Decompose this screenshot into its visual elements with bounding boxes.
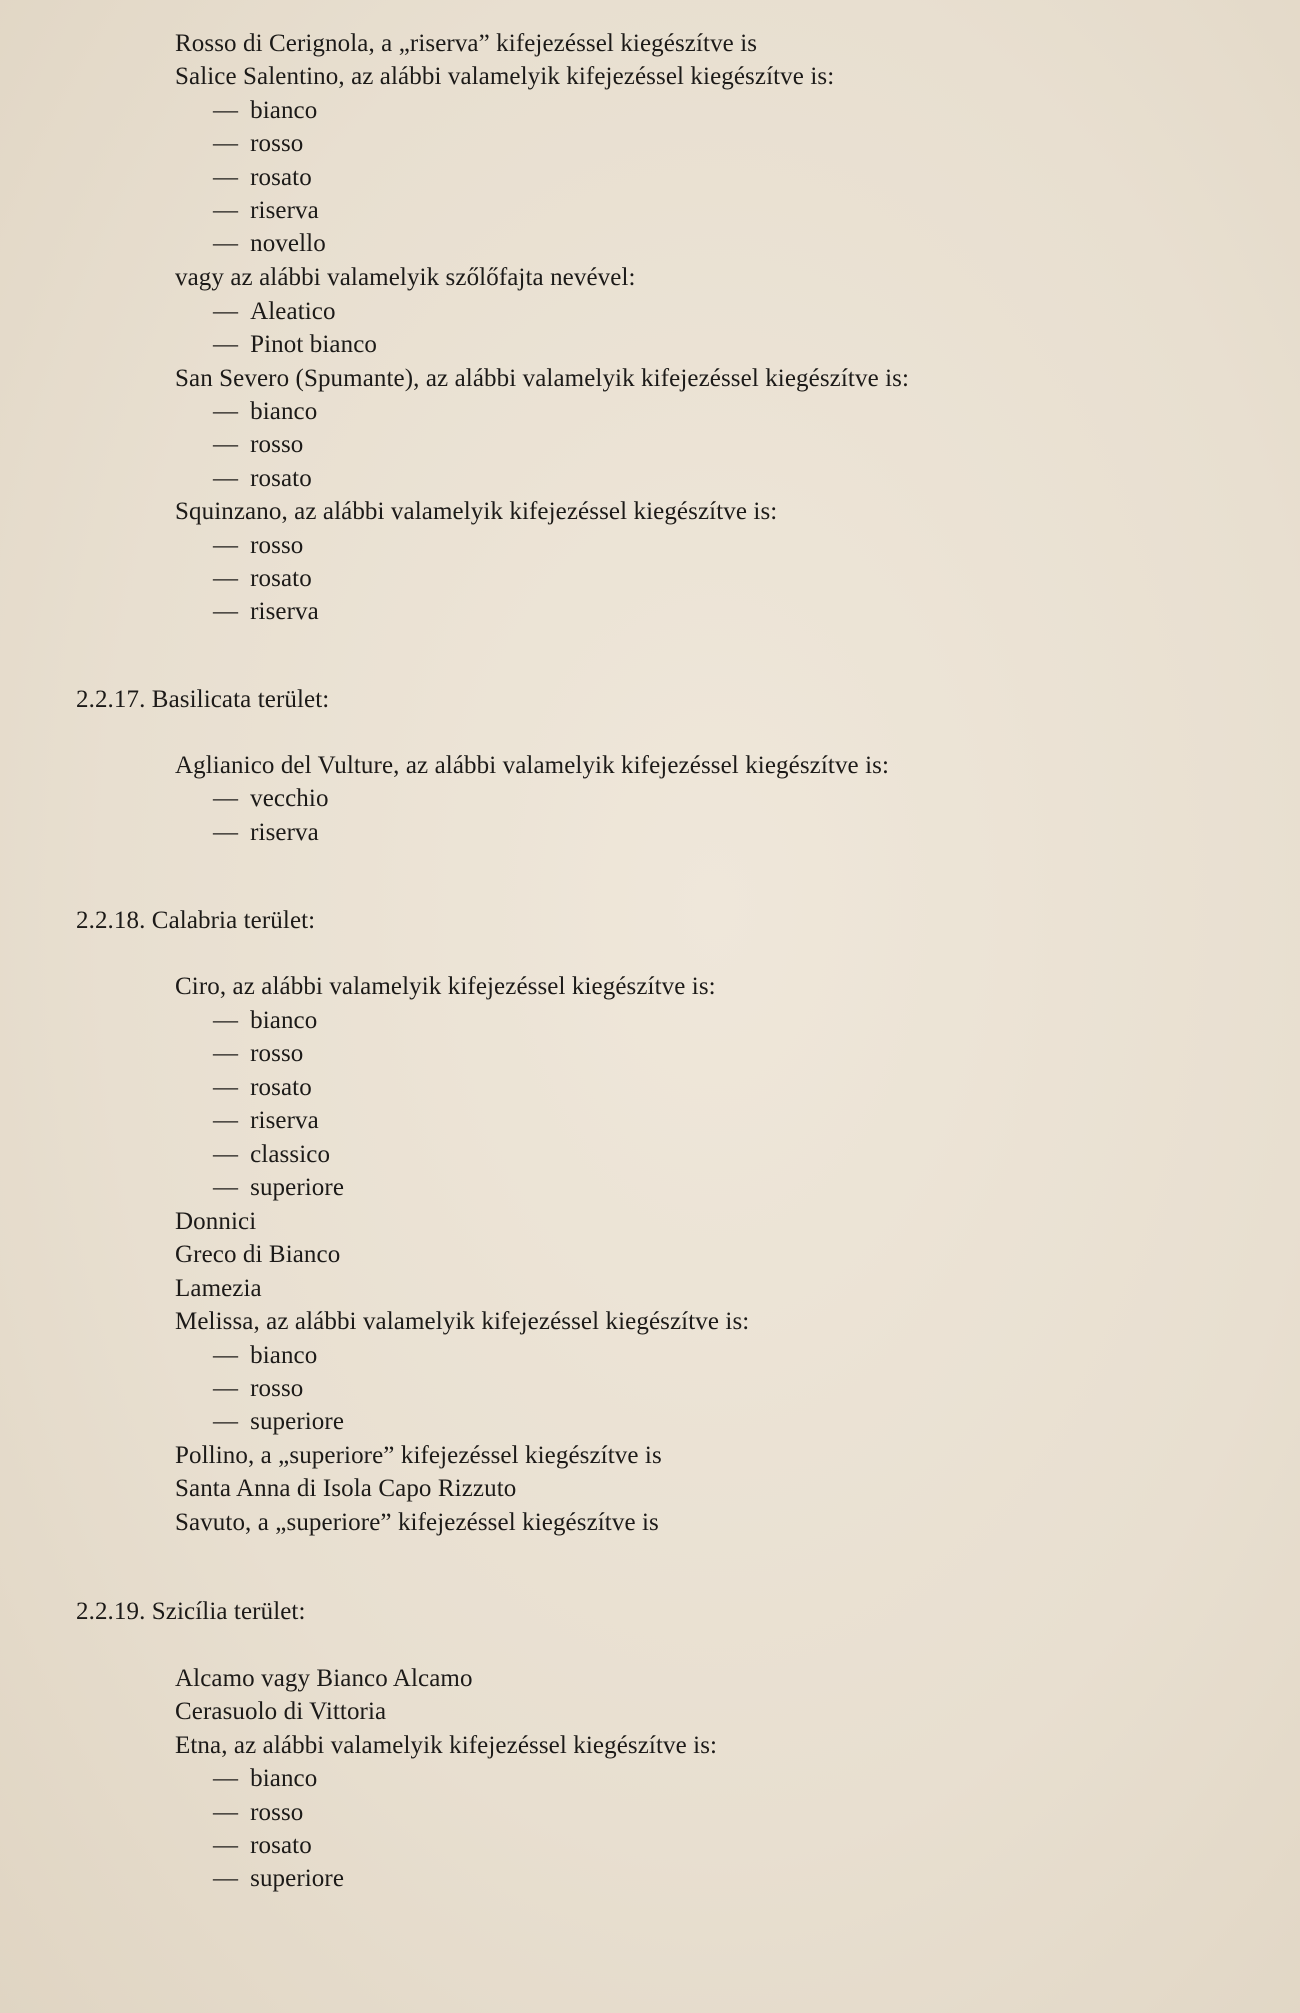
line-text: bianco — [250, 1765, 318, 1792]
line-text: riserva — [250, 819, 319, 846]
variant-item — [213, 597, 319, 627]
section-heading — [76, 906, 315, 936]
line-text: bianco — [250, 1342, 318, 1369]
dash-bullet: — — [213, 598, 239, 625]
line-text: rosso — [250, 1375, 304, 1402]
dash-bullet: — — [213, 97, 239, 124]
section-heading — [76, 1597, 306, 1627]
wine-entry — [175, 497, 777, 527]
dash-bullet: — — [213, 1799, 239, 1826]
line-text: rosso — [250, 1040, 304, 1067]
line-text: vagy az alábbi valamelyik szőlőfajta nevével: — [175, 264, 636, 291]
dash-bullet: — — [213, 785, 239, 812]
dash-bullet: — — [213, 164, 239, 191]
section-heading — [76, 685, 329, 715]
line-text: Aleatico — [250, 298, 336, 325]
line-text: bianco — [250, 398, 318, 425]
line-text: Lamezia — [175, 1275, 262, 1302]
variant-item — [213, 1140, 330, 1170]
dash-bullet: — — [213, 532, 239, 559]
line-text: rosato — [250, 565, 312, 592]
line-text: 2.2.18. Calabria terület: — [76, 907, 316, 934]
line-text: rosato — [250, 1832, 312, 1859]
dash-bullet: — — [213, 1040, 239, 1067]
variant-item — [213, 1374, 303, 1404]
line-text: rosso — [250, 532, 304, 559]
line-text: Etna, az alábbi valamelyik kifejezéssel kiegészítve is: — [175, 1732, 718, 1759]
wine-entry — [175, 1474, 516, 1504]
line-text: Rosso di Cerignola, a „riserva” kifejezéssel kiegészítve is — [175, 30, 758, 57]
variant-item — [213, 1073, 312, 1103]
wine-entry — [175, 1508, 659, 1538]
variant-item — [213, 1831, 312, 1861]
line-text: Salice Salentino, az alábbi valamelyik kifejezéssel kiegészítve is: — [175, 63, 835, 90]
line-text: rosato — [250, 1074, 312, 1101]
line-text: riserva — [250, 197, 319, 224]
variant-item — [213, 196, 319, 226]
variant-item — [213, 1039, 303, 1069]
variant-item — [213, 1106, 319, 1136]
dash-bullet: — — [213, 398, 239, 425]
line-text: rosato — [250, 164, 312, 191]
variant-item — [213, 96, 317, 126]
variant-item — [213, 229, 326, 259]
wine-entry — [175, 263, 636, 293]
line-text: Squinzano, az alábbi valamelyik kifejezéssel kiegészítve is: — [175, 498, 778, 525]
line-text: Aglianico del Vulture, az alábbi valamelyik kifejezéssel kiegészítve is: — [175, 752, 890, 779]
line-text: Cerasuolo di Vittoria — [175, 1698, 387, 1725]
dash-bullet: — — [213, 1174, 239, 1201]
line-text: rosato — [250, 465, 312, 492]
line-text: novello — [250, 230, 326, 257]
variant-item — [213, 297, 336, 327]
line-text: 2.2.17. Basilicata terület: — [76, 686, 330, 713]
dash-bullet: — — [213, 331, 239, 358]
dash-bullet: — — [213, 230, 239, 257]
dash-bullet: — — [213, 197, 239, 224]
variant-item — [213, 564, 312, 594]
line-text: Savuto, a „superiore” kifejezéssel kiegészítve is — [175, 1509, 659, 1536]
line-text: bianco — [250, 97, 318, 124]
line-text: San Severo (Spumante), az alábbi valamelyik kifejezéssel kiegészítve is: — [175, 365, 910, 392]
dash-bullet: — — [213, 1765, 239, 1792]
dash-bullet: — — [213, 1074, 239, 1101]
variant-item — [213, 784, 329, 814]
line-text: bianco — [250, 1007, 318, 1034]
dash-bullet: — — [213, 1107, 239, 1134]
wine-entry — [175, 751, 889, 781]
dash-bullet: — — [213, 1342, 239, 1369]
line-text: classico — [250, 1141, 331, 1168]
wine-entry — [175, 29, 757, 59]
line-text: superiore — [250, 1865, 345, 1892]
line-text: Ciro, az alábbi valamelyik kifejezéssel kiegészítve is: — [175, 973, 716, 1000]
variant-item — [213, 1864, 344, 1894]
wine-entry — [175, 1731, 717, 1761]
dash-bullet: — — [213, 465, 239, 492]
dash-bullet: — — [213, 1865, 239, 1892]
variant-item — [213, 1006, 317, 1036]
line-text: Alcamo vagy Bianco Alcamo — [175, 1665, 473, 1692]
line-text: superiore — [250, 1174, 345, 1201]
dash-bullet: — — [213, 130, 239, 157]
dash-bullet: — — [213, 565, 239, 592]
variant-item — [213, 397, 317, 427]
dash-bullet: — — [213, 1408, 239, 1435]
dash-bullet: — — [213, 1007, 239, 1034]
line-text: Greco di Bianco — [175, 1241, 341, 1268]
variant-item — [213, 464, 312, 494]
line-text: riserva — [250, 1107, 319, 1134]
line-text: vecchio — [250, 785, 329, 812]
wine-entry — [175, 1441, 662, 1471]
variant-item — [213, 531, 303, 561]
wine-entry — [175, 1664, 473, 1694]
variant-item — [213, 818, 319, 848]
wine-entry — [175, 1697, 386, 1727]
variant-item — [213, 1407, 344, 1437]
line-text: rosso — [250, 1799, 304, 1826]
variant-item — [213, 129, 303, 159]
line-text: Pinot bianco — [250, 331, 377, 358]
line-text: Melissa, az alábbi valamelyik kifejezéssel kiegészítve is: — [175, 1308, 750, 1335]
wine-entry — [175, 364, 909, 394]
line-text: Pollino, a „superiore” kifejezéssel kiegészítve is — [175, 1442, 662, 1469]
dash-bullet: — — [213, 819, 239, 846]
line-text: riserva — [250, 598, 319, 625]
wine-entry — [175, 62, 834, 92]
variant-item — [213, 330, 377, 360]
dash-bullet: — — [213, 1375, 239, 1402]
line-text: rosso — [250, 431, 304, 458]
line-text: superiore — [250, 1408, 345, 1435]
dash-bullet: — — [213, 298, 239, 325]
line-text: 2.2.19. Szicília terület: — [76, 1598, 306, 1625]
dash-bullet: — — [213, 431, 239, 458]
line-text: Santa Anna di Isola Capo Rizzuto — [175, 1475, 517, 1502]
dash-bullet: — — [213, 1832, 239, 1859]
variant-item — [213, 1764, 317, 1794]
variant-item — [213, 430, 303, 460]
wine-entry — [175, 972, 716, 1002]
wine-entry — [175, 1307, 749, 1337]
wine-entry — [175, 1207, 256, 1237]
variant-item — [213, 1798, 303, 1828]
variant-item — [213, 1173, 344, 1203]
dash-bullet: — — [213, 1141, 239, 1168]
line-text: Donnici — [175, 1208, 257, 1235]
variant-item — [213, 163, 312, 193]
wine-entry — [175, 1240, 340, 1270]
wine-entry — [175, 1274, 262, 1304]
line-text: rosso — [250, 130, 304, 157]
variant-item — [213, 1341, 317, 1371]
